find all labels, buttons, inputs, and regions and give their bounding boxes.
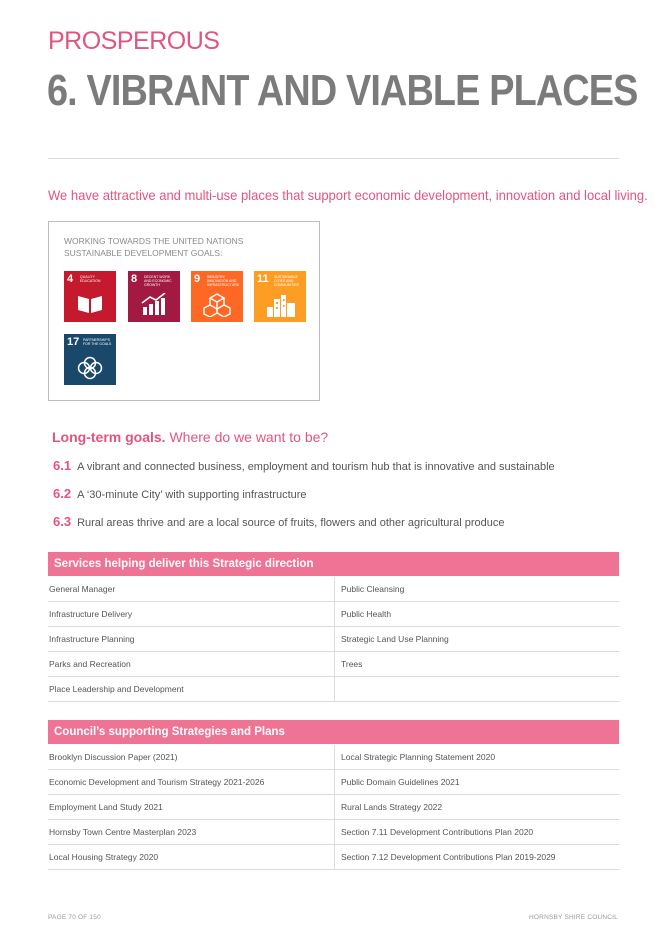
goal-text: A ‘30-minute City’ with supporting infrastructure: [77, 489, 307, 501]
table-row: [48, 652, 619, 677]
table-row: [48, 577, 619, 602]
column-divider: [334, 745, 335, 769]
table-row: [48, 795, 619, 820]
long-term-goals-heading: [52, 429, 328, 445]
long-term-goals-title-rest: Where do we want to be?: [169, 429, 329, 445]
goal-number: 6.1: [53, 458, 72, 473]
sdg-tile-11: [254, 271, 306, 322]
sdg-label: INDUSTRY, INNOVATION AND INFRASTRUCTURE: [207, 275, 240, 287]
table-cell: Rural Lands Strategy 2022: [341, 802, 443, 812]
table-cell: Parks and Recreation: [49, 659, 131, 669]
sdg-heading: [64, 235, 264, 259]
table-cell: Employment Land Study 2021: [49, 802, 163, 812]
column-divider: [334, 577, 335, 601]
book-icon: [76, 293, 104, 315]
goal-item: [53, 486, 307, 501]
city-icon: [266, 293, 296, 317]
table-cell: Public Domain Guidelines 2021: [341, 777, 460, 787]
sdg-label: PARTNERSHIPS FOR THE GOALS: [83, 338, 112, 346]
table-row: [48, 677, 619, 702]
long-term-goals-title-bold: Long-term goals.: [52, 429, 166, 445]
table-cell: Local Strategic Planning Statement 2020: [341, 752, 496, 762]
sdg-tile-4: [64, 271, 116, 322]
table-cell: Brooklyn Discussion Paper (2021): [49, 752, 178, 762]
table-cell: Trees: [341, 659, 363, 669]
sdg-tile-8: [128, 271, 180, 322]
sdg-label: SUSTAINABLE CITIES AND COMMUNITIES: [274, 275, 299, 287]
column-divider: [334, 602, 335, 626]
column-divider: [334, 845, 335, 869]
column-divider: [334, 677, 335, 701]
sdg-panel: [48, 221, 320, 401]
table-cell: Strategic Land Use Planning: [341, 634, 449, 644]
sdg-number: 4: [67, 273, 74, 285]
table-row: [48, 602, 619, 627]
table-row: [48, 745, 619, 770]
goal-text: Rural areas thrive and are a local source of fruits, flowers and other agricultural produce: [77, 517, 505, 529]
table-cell: Public Health: [341, 609, 392, 619]
sdg-number: 17: [67, 336, 80, 348]
sdg-label: QUALITY EDUCATION: [80, 275, 101, 283]
table-row: [48, 627, 619, 652]
goal-item: [53, 458, 555, 473]
goal-number: 6.2: [53, 486, 72, 501]
sdg-label: DECENT WORK AND ECONOMIC GROWTH: [144, 275, 172, 287]
column-divider: [334, 820, 335, 844]
goal-text: A vibrant and connected business, employment and tourism hub that is innovative and sustainable: [77, 461, 555, 473]
table-row: [48, 845, 619, 870]
table-cell: Public Cleansing: [341, 584, 405, 594]
table-cell: Infrastructure Planning: [49, 634, 135, 644]
sdg-number: 8: [131, 273, 138, 285]
tagline: We have attractive and multi-use places that support economic development, innovation and local living.: [48, 187, 648, 203]
table-row: [48, 770, 619, 795]
title-divider: [48, 158, 619, 159]
column-divider: [334, 770, 335, 794]
sdg-heading-line2: SUSTAINABLE DEVELOPMENT GOALS:: [64, 248, 223, 258]
column-divider: [334, 627, 335, 651]
table-cell: Infrastructure Delivery: [49, 609, 133, 619]
sdg-tile-17: [64, 334, 116, 385]
table-cell: Section 7.11 Development Contributions Plan 2020: [341, 827, 534, 837]
footer-organisation: HORNSBY SHIRE COUNCIL: [529, 914, 618, 921]
sdg-tile-9: [191, 271, 243, 322]
rings-icon: [76, 356, 104, 380]
cubes-icon: [203, 293, 231, 317]
strategies-table-heading: Council’s supporting Strategies and Plans: [48, 720, 619, 744]
section-kicker: PROSPEROUS: [48, 27, 220, 55]
table-cell: [341, 677, 619, 701]
table-row: [48, 820, 619, 845]
goal-number: 6.3: [53, 514, 72, 529]
page-title: 6. VIBRANT AND VIABLE PLACES: [47, 66, 638, 115]
sdg-heading-line1: WORKING TOWARDS THE UNITED NATIONS: [64, 236, 244, 246]
services-table-heading: Services helping deliver this Strategic direction: [48, 552, 619, 576]
column-divider: [334, 652, 335, 676]
goal-item: [53, 514, 504, 529]
column-divider: [334, 795, 335, 819]
page-number: PAGE 70 OF 150: [48, 914, 101, 921]
table-cell: Place Leadership and Development: [49, 684, 184, 694]
table-cell: Local Housing Strategy 2020: [49, 852, 159, 862]
table-cell: Section 7.12 Development Contributions Plan 2019-2029: [341, 852, 556, 862]
growth-chart-icon: [140, 293, 168, 315]
sdg-number: 11: [257, 273, 269, 285]
sdg-number: 9: [194, 273, 201, 285]
table-cell: Economic Development and Tourism Strategy 2021-2026: [49, 777, 265, 787]
table-cell: Hornsby Town Centre Masterplan 2023: [49, 827, 197, 837]
table-cell: General Manager: [49, 584, 116, 594]
